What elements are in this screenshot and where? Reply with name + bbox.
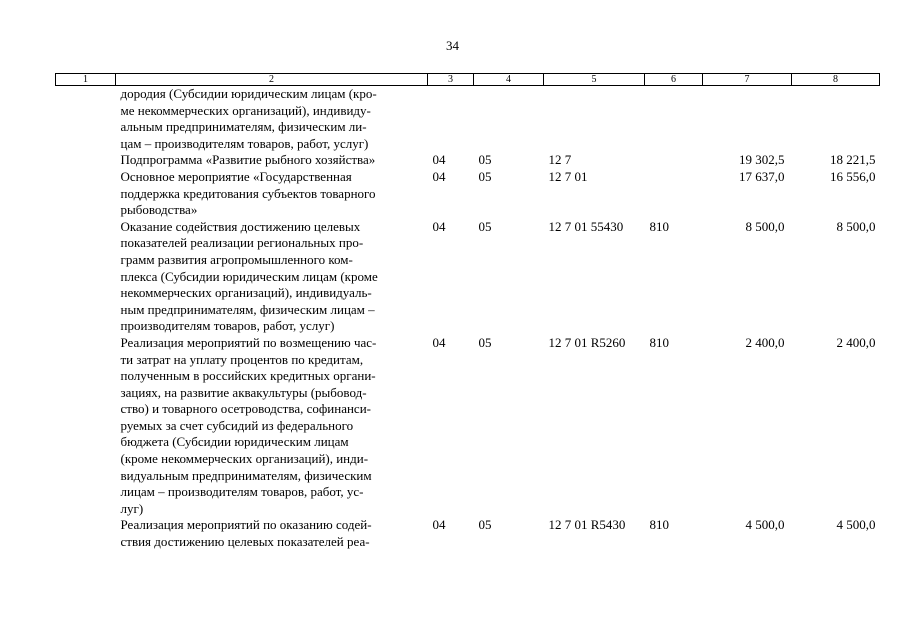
col-header-2: 2 <box>116 74 428 86</box>
amount-year2-cell: 2 400,0 <box>836 334 876 350</box>
target-item-cell: 12 7 01 R5260 <box>548 334 626 350</box>
item-name-line: плекса (Субсидии юридическим лицам (кроме <box>120 268 378 284</box>
col-header-7: 7 <box>703 74 792 86</box>
amount-year1-cell: 17 637,0 <box>739 168 785 184</box>
item-name-line: дородия (Субсидии юридическим лицам (кро- <box>120 86 377 101</box>
target-item-cell <box>544 86 645 153</box>
amount-year1-cell <box>703 86 792 153</box>
item-name-line: зациях, на развитие аквакультуры (рыбовод- <box>120 384 367 400</box>
podrazdel-cell: 05 <box>478 218 492 234</box>
item-name-line: лицам – производителям товаров, работ, ус- <box>120 484 364 500</box>
item-name-line: видуальным предпринимателям, физическим <box>120 467 372 483</box>
amount-year1-cell: 8 500,0 <box>745 218 785 234</box>
table-row <box>56 152 880 169</box>
table-row <box>56 335 880 518</box>
item-name-line: Основное мероприятие «Государственная <box>120 168 352 184</box>
row-number-cell <box>56 219 116 335</box>
item-name-line: показателей реализации региональных про- <box>120 235 364 251</box>
item-name-line: производителям товаров, работ, услуг) <box>120 318 335 334</box>
col-header-4: 4 <box>474 74 544 86</box>
col-header-1: 1 <box>56 74 116 86</box>
row-number-cell <box>56 152 116 169</box>
item-name-cell <box>116 152 428 169</box>
item-name-line: цам – производителям товаров, работ, услуг) <box>120 135 369 151</box>
column-number-row <box>56 74 880 86</box>
razdel-cell <box>428 86 474 153</box>
item-name-cell <box>116 86 428 153</box>
item-name-line: Оказание содействия достижению целевых <box>120 218 361 234</box>
expense-type-cell: 810 <box>649 218 669 234</box>
razdel-cell: 04 <box>432 517 446 533</box>
table-body <box>56 86 880 551</box>
item-name-line: ме некоммерческих организаций), индивиду- <box>120 102 371 118</box>
item-name-line: Подпрограмма «Развитие рыбного хозяйства» <box>120 152 376 168</box>
expense-type-cell <box>645 86 703 153</box>
item-name-line: ствия достижению целевых показателей реа- <box>120 534 370 550</box>
item-name-line: альным предпринимателям, физическим ли- <box>120 119 367 135</box>
amount-year2-cell: 4 500,0 <box>836 517 876 533</box>
row-number-cell <box>56 169 116 219</box>
podrazdel-cell: 05 <box>478 334 492 350</box>
item-name-line: поддержка кредитования субъектов товарного <box>120 185 376 201</box>
podrazdel-cell: 05 <box>478 152 492 168</box>
amount-year2-cell <box>792 86 880 153</box>
item-name-line: некоммерческих организаций), индивидуаль- <box>120 285 372 301</box>
item-name-line: Реализация мероприятий по оказанию содей- <box>120 517 372 533</box>
row-number-cell <box>56 86 116 153</box>
podrazdel-cell: 05 <box>478 168 492 184</box>
item-name-cell <box>116 517 428 550</box>
razdel-cell: 04 <box>432 218 446 234</box>
item-name-line: полученным в российских кредитных органи- <box>120 368 376 384</box>
item-name-line: ти затрат на уплату процентов по кредитам, <box>120 351 364 367</box>
item-name-line: рыбоводства» <box>120 202 198 218</box>
target-item-cell: 12 7 <box>548 152 572 168</box>
razdel-cell: 04 <box>432 152 446 168</box>
razdel-cell: 04 <box>432 168 446 184</box>
item-name-line: бюджета (Субсидии юридическим лицам <box>120 434 349 450</box>
item-name-line: руемых за счет субсидий из федерального <box>120 417 354 433</box>
table-row <box>56 517 880 550</box>
amount-year1-cell: 2 400,0 <box>745 334 785 350</box>
item-name-line: (кроме некоммерческих организаций), инди- <box>120 451 369 467</box>
table-row <box>56 86 880 153</box>
item-name-cell <box>116 335 428 518</box>
item-name-line: ство) и товарного осетроводства, софинанси- <box>120 401 371 417</box>
item-name-line: грамм развития агропромышленного ком- <box>120 251 353 267</box>
podrazdel-cell <box>474 86 544 153</box>
col-header-5: 5 <box>544 74 645 86</box>
col-header-8: 8 <box>792 74 880 86</box>
row-number-cell <box>56 517 116 550</box>
expense-type-cell <box>645 169 703 219</box>
item-name-cell <box>116 169 428 219</box>
amount-year2-cell: 18 221,5 <box>830 152 876 168</box>
item-name-line: Реализация мероприятий по возмещению час- <box>120 334 377 350</box>
expense-type-cell: 810 <box>649 517 669 533</box>
page-number: 34 <box>446 38 459 53</box>
expense-type-cell: 810 <box>649 334 669 350</box>
amount-year2-cell: 16 556,0 <box>830 168 876 184</box>
budget-table <box>55 73 880 551</box>
col-header-6: 6 <box>645 74 703 86</box>
amount-year1-cell: 4 500,0 <box>745 517 785 533</box>
table-row <box>56 219 880 335</box>
target-item-cell: 12 7 01 <box>548 168 588 184</box>
target-item-cell: 12 7 01 R5430 <box>548 517 626 533</box>
table-row <box>56 169 880 219</box>
amount-year2-cell: 8 500,0 <box>836 218 876 234</box>
item-name-cell <box>116 219 428 335</box>
expense-type-cell <box>645 152 703 169</box>
item-name-line: луг) <box>120 500 144 516</box>
podrazdel-cell: 05 <box>478 517 492 533</box>
row-number-cell <box>56 335 116 518</box>
amount-year1-cell: 19 302,5 <box>739 152 785 168</box>
razdel-cell: 04 <box>432 334 446 350</box>
item-name-line: ным предпринимателям, физическим лицам – <box>120 301 375 317</box>
target-item-cell: 12 7 01 55430 <box>548 218 624 234</box>
col-header-3: 3 <box>428 74 474 86</box>
